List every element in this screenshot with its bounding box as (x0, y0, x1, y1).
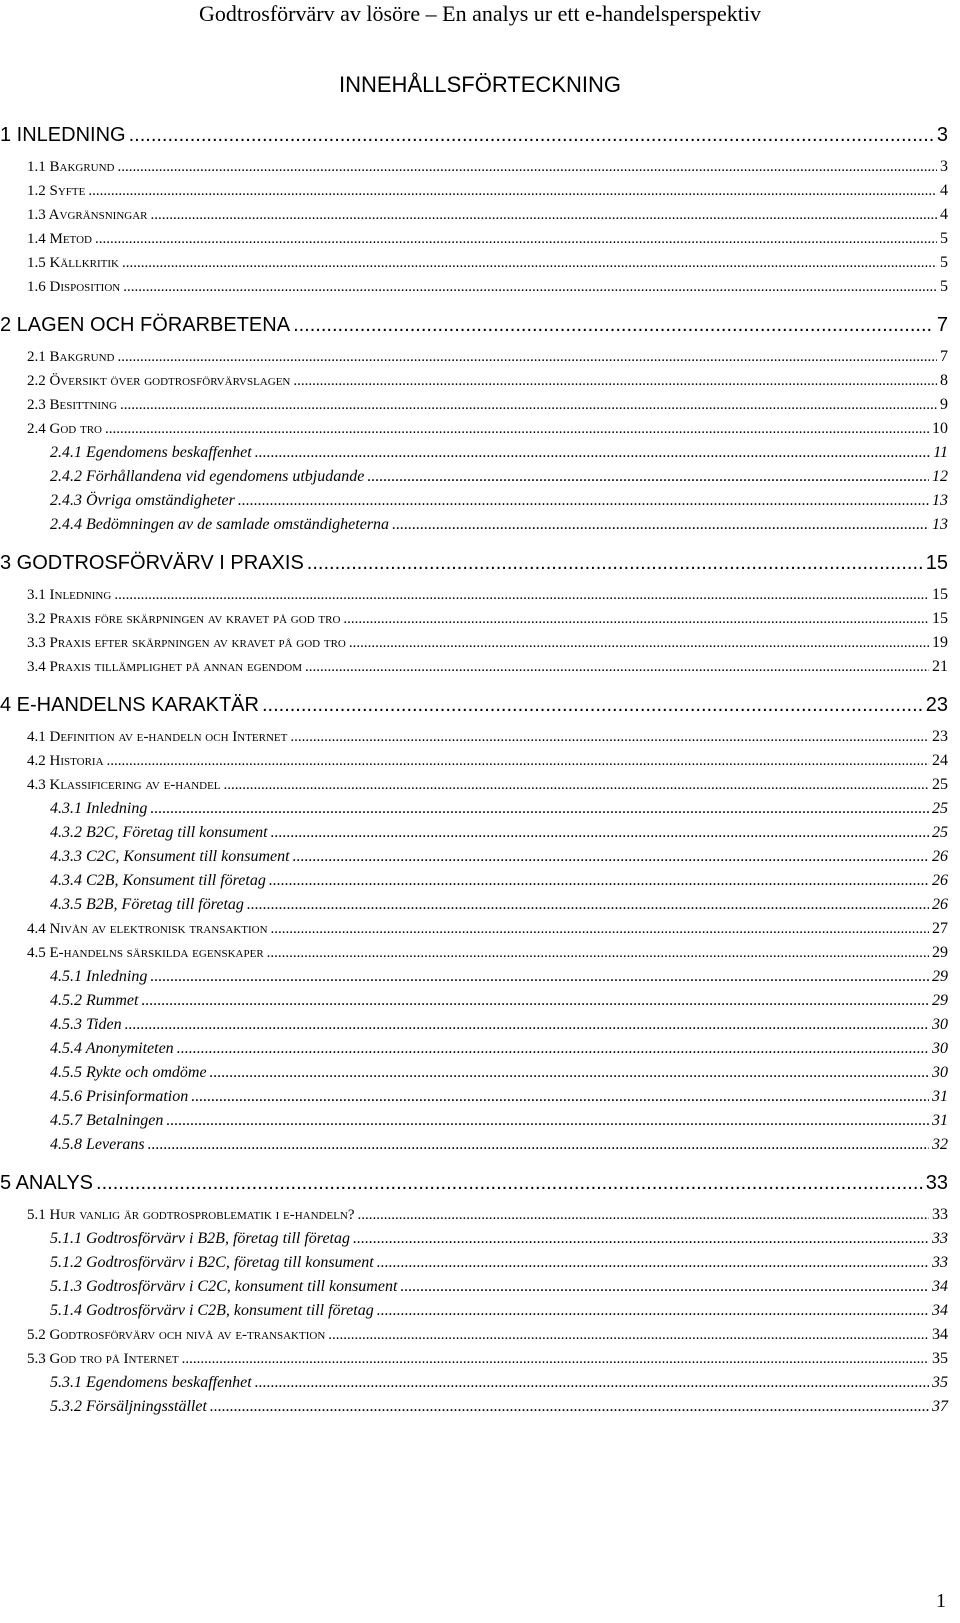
page-number: 1 (936, 1590, 946, 1612)
toc-entry-level-2[interactable] (0, 203, 960, 227)
toc-entry-level-3[interactable] (0, 797, 960, 821)
toc-entry-level-2[interactable] (0, 1347, 960, 1371)
toc-entry-level-3[interactable] (0, 1085, 960, 1109)
toc-entry-page: 37 (932, 1398, 948, 1415)
toc-entry-page: 23 (925, 694, 948, 716)
toc-entry-level-2[interactable] (0, 369, 960, 393)
toc-entry-title: 3 GODTROSFÖRVÄRV I PRAXIS (0, 552, 304, 574)
toc-entry-level-3[interactable] (0, 1395, 960, 1419)
toc-entry-title: 2.4.3 Övriga omständigheter (50, 492, 235, 509)
toc-entry-page: 34 (932, 1326, 948, 1343)
dot-leader (377, 1251, 929, 1275)
toc-entry-title: 5.1.2 Godtrosförvärv i B2C, företag till konsument (50, 1254, 374, 1271)
toc-entry-level-3[interactable] (0, 989, 960, 1013)
dot-leader (247, 893, 929, 917)
toc-entry-page: 7 (940, 348, 948, 365)
dot-leader (148, 1133, 929, 1157)
dot-leader (305, 655, 929, 679)
dot-leader (125, 1013, 929, 1037)
toc-entry-title: 4.5 E-handelns särskilda egenskaper (27, 945, 264, 961)
toc-entry-title: 4.5.6 Prisinformation (50, 1088, 189, 1105)
toc-entry-page: 4 (940, 182, 948, 199)
toc-title: INNEHÅLLSFÖRTECKNING (339, 72, 621, 97)
dot-leader (105, 417, 929, 441)
section-gap (0, 299, 960, 312)
toc-entry-page: 33 (932, 1206, 948, 1223)
toc-entry-level-2[interactable] (0, 179, 960, 203)
toc-entry-title: 1.4 Metod (27, 231, 92, 247)
toc-entry-title: 1.6 Disposition (27, 279, 121, 295)
toc-entry-level-3[interactable] (0, 1013, 960, 1037)
toc-entry-level-3[interactable] (0, 869, 960, 893)
toc-entry-page: 29 (932, 968, 948, 985)
toc-entry-title: 1.3 Avgränsningar (27, 207, 148, 223)
toc-entry-title: 4.3 Klassificering av e-handel (27, 777, 221, 793)
toc-entry-page: 11 (933, 444, 948, 461)
table-of-contents (0, 122, 960, 1419)
toc-entry-page: 23 (932, 728, 948, 745)
toc-entry-title: 4.5.5 Rykte och omdöme (50, 1064, 207, 1081)
toc-entry-title: 4.5.4 Anonymiteten (50, 1040, 174, 1057)
toc-entry-title: 4.3.2 B2C, Företag till konsument (50, 824, 268, 841)
toc-entry-page: 35 (932, 1350, 948, 1367)
dot-leader (122, 251, 937, 275)
toc-entry-page: 34 (932, 1278, 948, 1295)
dot-leader (120, 393, 937, 417)
dot-leader (114, 583, 929, 607)
toc-entry-level-2[interactable] (0, 155, 960, 179)
dot-leader (129, 122, 934, 149)
toc-entry-page: 15 (932, 586, 948, 603)
toc-entry-page: 34 (932, 1302, 948, 1319)
toc-entry-level-2[interactable] (0, 941, 960, 965)
toc-entry-title: 5.2 Godtrosförvärv och nivå av e-transaktion (27, 1327, 326, 1343)
toc-entry-title: 5.1.4 Godtrosförvärv i C2B, konsument till företag (50, 1302, 374, 1319)
toc-entry-page: 33 (925, 1172, 948, 1194)
dot-leader (95, 227, 937, 251)
dot-leader (118, 345, 937, 369)
toc-entry-page: 19 (932, 634, 948, 651)
toc-entry-level-2[interactable] (0, 607, 960, 631)
toc-entry-level-1[interactable] (0, 122, 960, 149)
dot-leader (107, 749, 929, 773)
toc-entry-page: 5 (940, 278, 948, 295)
toc-entry-page: 10 (932, 420, 948, 437)
dot-leader (151, 203, 937, 227)
toc-entry-title: 4.1 Definition av e-handeln och Internet (27, 729, 288, 745)
toc-entry-title: 5.3.2 Försäljningsstället (50, 1398, 207, 1415)
toc-entry-page: 13 (932, 492, 948, 509)
toc-entry-level-3[interactable] (0, 489, 960, 513)
toc-entry-level-2[interactable] (0, 655, 960, 679)
dot-leader (262, 692, 923, 719)
toc-entry-level-2[interactable] (0, 917, 960, 941)
dot-leader (293, 369, 937, 393)
toc-entry-level-3[interactable] (0, 821, 960, 845)
toc-entry-page: 30 (932, 1016, 948, 1033)
toc-entry-level-2[interactable] (0, 345, 960, 369)
toc-entry-level-3[interactable] (0, 893, 960, 917)
dot-leader (392, 513, 929, 537)
toc-entry-level-3[interactable] (0, 513, 960, 537)
toc-entry-title: 1.1 Bakgrund (27, 159, 115, 175)
toc-entry-level-2[interactable] (0, 725, 960, 749)
dot-leader (353, 1227, 929, 1251)
toc-entry-page: 12 (932, 468, 948, 485)
toc-entry-level-1[interactable] (0, 550, 960, 577)
dot-leader (269, 869, 929, 893)
toc-entry-level-2[interactable] (0, 251, 960, 275)
toc-entry-title: 4.3.1 Inledning (50, 800, 148, 817)
toc-entry-title: 2.2 Översikt över godtrosförvärvslagen (27, 373, 291, 389)
toc-entry-page: 9 (940, 396, 948, 413)
toc-entry-title: 3.1 Inledning (27, 587, 112, 603)
toc-entry-level-3[interactable] (0, 1061, 960, 1085)
toc-entry-page: 25 (932, 824, 948, 841)
dot-leader (367, 465, 929, 489)
toc-entry-level-3[interactable] (0, 845, 960, 869)
toc-entry-title: 4.5.8 Leverans (50, 1136, 145, 1153)
toc-entry-title: 4.3.4 C2B, Konsument till företag (50, 872, 266, 889)
section-gap (0, 537, 960, 550)
toc-entry-page: 26 (932, 848, 948, 865)
toc-entry-page: 3 (940, 158, 948, 175)
toc-entry-level-2[interactable] (0, 749, 960, 773)
toc-entry-level-2[interactable] (0, 1203, 960, 1227)
dot-leader (293, 312, 934, 339)
toc-entry-page: 21 (932, 658, 948, 675)
toc-entry-page: 4 (940, 206, 948, 223)
dot-leader (238, 489, 929, 513)
toc-entry-level-2[interactable] (0, 393, 960, 417)
toc-entry-page: 15 (932, 610, 948, 627)
toc-entry-title: 1.2 Syfte (27, 183, 86, 199)
running-header: Godtrosförvärv av lösöre – En analys ur ett e-handelsperspektiv (198, 1, 762, 26)
toc-entry-title: 4.3.5 B2B, Företag till företag (50, 896, 244, 913)
toc-entry-title: 2.4.2 Förhållandena vid egendomens utbjudande (50, 468, 365, 485)
toc-entry-title: 4.5.7 Betalningen (50, 1112, 164, 1129)
toc-entry-level-3[interactable] (0, 441, 960, 465)
toc-entry-level-3[interactable] (0, 465, 960, 489)
toc-entry-page: 25 (932, 776, 948, 793)
toc-entry-title: 4.2 Historia (27, 753, 104, 769)
toc-entry-title: 5 ANALYS (0, 1172, 94, 1194)
dot-leader (377, 1299, 929, 1323)
toc-entry-title: 3.2 Praxis före skärpningen av kravet på god tro (27, 611, 341, 627)
toc-entry-page: 29 (932, 992, 948, 1009)
dot-leader (255, 441, 930, 465)
dot-leader (166, 1109, 929, 1133)
toc-entry-page: 3 (936, 124, 948, 146)
toc-entry-title: 4.5.1 Inledning (50, 968, 148, 985)
toc-entry-level-3[interactable] (0, 1275, 960, 1299)
dot-leader (141, 989, 929, 1013)
toc-entry-level-2[interactable] (0, 275, 960, 299)
toc-entry-level-3[interactable] (0, 1037, 960, 1061)
toc-entry-level-3[interactable] (0, 1371, 960, 1395)
dot-leader (255, 1371, 929, 1395)
toc-entry-level-3[interactable] (0, 1227, 960, 1251)
dot-leader (118, 155, 937, 179)
toc-entry-page: 31 (932, 1112, 948, 1129)
toc-entry-page: 26 (932, 896, 948, 913)
toc-entry-level-3[interactable] (0, 1299, 960, 1323)
section-gap (0, 679, 960, 692)
dot-leader (271, 821, 929, 845)
toc-entry-title: 2.3 Besittning (27, 397, 117, 413)
toc-entry-level-3[interactable] (0, 1109, 960, 1133)
toc-entry-level-2[interactable] (0, 1323, 960, 1347)
toc-entry-title: 4 E-HANDELNS KARAKTÄR (0, 694, 259, 716)
dot-leader (191, 1085, 929, 1109)
toc-entry-title: 1 INLEDNING (0, 124, 126, 146)
dot-leader (88, 179, 937, 203)
dot-leader (182, 1347, 929, 1371)
toc-entry-title: 4.5.2 Rummet (50, 992, 139, 1009)
toc-entry-title: 4.4 Nivån av elektronisk transaktion (27, 921, 268, 937)
dot-leader (358, 1203, 929, 1227)
dot-leader (123, 275, 937, 299)
dot-leader (210, 1395, 929, 1419)
toc-entry-title: 1.5 Källkritik (27, 255, 119, 271)
toc-entry-page: 7 (936, 314, 948, 336)
toc-entry-level-3[interactable] (0, 1133, 960, 1157)
toc-entry-page: 35 (932, 1374, 948, 1391)
toc-entry-level-2[interactable] (0, 227, 960, 251)
dot-leader (343, 607, 929, 631)
toc-entry-title: 3.3 Praxis efter skärpningen av kravet på god tro (27, 635, 346, 651)
toc-entry-title: 5.1.3 Godtrosförvärv i C2C, konsument till konsument (50, 1278, 398, 1295)
toc-entry-level-1[interactable] (0, 692, 960, 719)
toc-entry-title: 5.3 God tro på Internet (27, 1351, 179, 1367)
toc-entry-title: 5.1 Hur vanlig är godtrosproblematik i e-handeln? (27, 1207, 355, 1223)
toc-entry-title: 3.4 Praxis tillämplighet på annan egendom (27, 659, 302, 675)
toc-entry-title: 2.4.4 Bedömningen av de samlade omständigheterna (50, 516, 390, 533)
toc-entry-page: 33 (932, 1254, 948, 1271)
dot-leader (150, 797, 929, 821)
toc-entry-title: 4.5.3 Tiden (50, 1016, 122, 1033)
toc-entry-page: 31 (932, 1088, 948, 1105)
dot-leader (150, 965, 929, 989)
dot-leader (349, 631, 929, 655)
toc-entry-page: 30 (932, 1064, 948, 1081)
dot-leader (267, 941, 929, 965)
toc-entry-level-2[interactable] (0, 583, 960, 607)
toc-entry-page: 5 (940, 230, 948, 247)
dot-leader (177, 1037, 929, 1061)
toc-entry-page: 32 (932, 1136, 948, 1153)
toc-entry-page: 25 (932, 800, 948, 817)
toc-entry-level-2[interactable] (0, 417, 960, 441)
toc-entry-title: 2.4 God tro (27, 421, 102, 437)
dot-leader (400, 1275, 929, 1299)
dot-leader (307, 550, 923, 577)
toc-entry-page: 33 (932, 1230, 948, 1247)
dot-leader (328, 1323, 929, 1347)
toc-entry-title: 2 LAGEN OCH FÖRARBETENA (0, 314, 291, 336)
toc-entry-page: 15 (925, 552, 948, 574)
toc-entry-title: 2.1 Bakgrund (27, 349, 115, 365)
toc-entry-page: 13 (932, 516, 948, 533)
toc-entry-page: 29 (932, 944, 948, 961)
toc-entry-page: 30 (932, 1040, 948, 1057)
dot-leader (210, 1061, 929, 1085)
toc-entry-page: 27 (932, 920, 948, 937)
toc-entry-level-1[interactable] (0, 1170, 960, 1197)
toc-entry-level-1[interactable] (0, 312, 960, 339)
dot-leader (290, 725, 929, 749)
dot-leader (96, 1170, 923, 1197)
dot-leader (293, 845, 929, 869)
toc-entry-page: 5 (940, 254, 948, 271)
toc-entry-page: 8 (940, 372, 948, 389)
toc-entry-title: 4.3.3 C2C, Konsument till konsument (50, 848, 290, 865)
toc-entry-level-3[interactable] (0, 1251, 960, 1275)
toc-entry-title: 5.3.1 Egendomens beskaffenhet (50, 1374, 252, 1391)
section-gap (0, 1157, 960, 1170)
toc-entry-level-3[interactable] (0, 965, 960, 989)
toc-entry-title: 2.4.1 Egendomens beskaffenhet (50, 444, 252, 461)
dot-leader (224, 773, 929, 797)
toc-entry-page: 24 (932, 752, 948, 769)
dot-leader (271, 917, 929, 941)
toc-entry-level-2[interactable] (0, 773, 960, 797)
toc-entry-title: 5.1.1 Godtrosförvärv i B2B, företag till företag (50, 1230, 350, 1247)
toc-entry-level-2[interactable] (0, 631, 960, 655)
toc-entry-page: 26 (932, 872, 948, 889)
